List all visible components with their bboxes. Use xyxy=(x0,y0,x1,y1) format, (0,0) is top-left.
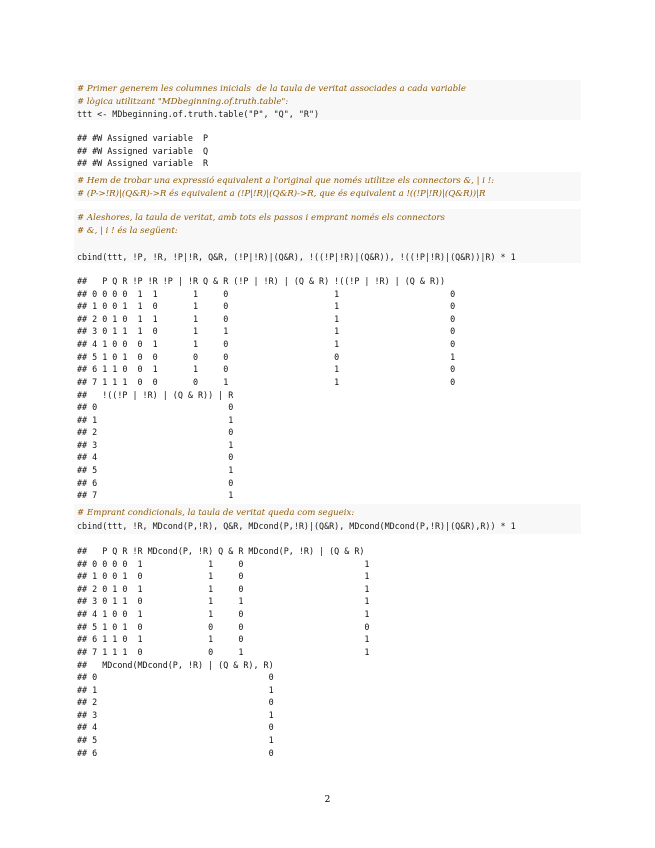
code-line: cbind(ttt, !R, MDcond(P,!R), Q&R, MDcond(P,!R)|(Q&R), MDcond(MDcond(P,!R)|(Q&R),R)) * 1 xyxy=(77,521,516,531)
output-line: ## #W Assigned variable P xyxy=(77,133,209,143)
output-line: ## 1 1 xyxy=(77,415,234,425)
code-comment-line: # Primer generem les columnes inicials de la taula de veritat associades a cada variable xyxy=(77,84,466,94)
output-line: ## P Q R !R MDcond(P, !R) Q & R MDcond(P, !R) | (Q & R) xyxy=(77,546,365,556)
code-comment-line: # lògica utilitzant "MDbeginning.of.truth.table": xyxy=(77,97,289,107)
output-line: ## #W Assigned variable R xyxy=(77,158,209,168)
output-line: ## 1 0 0 1 0 1 0 1 xyxy=(77,571,370,581)
code-line: cbind(ttt, !P, !R, !P|!R, Q&R, (!P|!R)|(Q&R), !((!P|!R)|(Q&R)), !((!P|!R)|(Q&R))|R) * 1 xyxy=(77,252,516,262)
code-comment-line: # Aleshores, la taula de veritat, amb tots els passos i emprant només els connectors xyxy=(77,213,445,223)
output-line: ## 1 0 0 1 1 0 1 0 1 0 xyxy=(77,301,456,311)
output-line: ## 0 0 xyxy=(77,672,274,682)
output-line: ## 6 0 xyxy=(77,478,234,488)
output-line: ## 4 0 xyxy=(77,452,234,462)
output-line: ## 6 1 1 0 0 1 1 0 1 0 xyxy=(77,364,456,374)
code-comment-line: # (P->!R)|(Q&R)->R és equivalent a (!P|!R)|(Q&R)->R, que és equivalent a !((!P|!R)|(Q&R))|R xyxy=(77,189,486,199)
code-comment-line: # Emprant condicionals, la taula de veritat queda com segueix: xyxy=(77,508,355,518)
output-line: ## #W Assigned variable Q xyxy=(77,146,209,156)
page-number: 2 xyxy=(324,795,331,805)
output-line: ## 0 0 0 0 1 1 1 0 1 0 xyxy=(77,289,456,299)
code-comment-line: # &, | i ! és la següent: xyxy=(77,226,178,236)
output-line: ## 5 1 0 1 0 0 0 0 0 1 xyxy=(77,352,456,362)
output-line: ## 5 1 xyxy=(77,465,234,475)
output-line: ## 4 1 0 0 1 1 0 1 xyxy=(77,609,370,619)
output-line: ## 3 1 xyxy=(77,710,274,720)
output-line: ## 3 0 1 1 0 1 1 1 xyxy=(77,596,370,606)
output-line: ## 7 1 1 1 0 0 1 1 xyxy=(77,647,370,657)
output-line: ## 4 0 xyxy=(77,722,274,732)
output-line: ## 3 0 1 1 1 0 1 1 1 0 xyxy=(77,326,456,336)
output-line: ## 7 1 xyxy=(77,490,234,500)
output-line: ## 2 0 1 0 1 1 1 0 1 0 xyxy=(77,314,456,324)
output-line: ## MDcond(MDcond(P, !R) | (Q & R), R) xyxy=(77,660,274,670)
output-line: ## 5 1 0 1 0 0 0 0 xyxy=(77,622,370,632)
code-line: ttt <- MDbeginning.of.truth.table("P", "Q", "R") xyxy=(77,109,320,119)
output-line: ## 0 0 xyxy=(77,402,234,412)
output-line: ## 4 1 0 0 0 1 1 0 1 0 xyxy=(77,339,456,349)
output-line: ## 2 0 xyxy=(77,427,234,437)
output-line: ## !((!P | !R) | (Q & R)) | R xyxy=(77,390,234,400)
output-line: ## 3 1 xyxy=(77,440,234,450)
output-line: ## 7 1 1 1 0 0 0 1 1 0 xyxy=(77,377,456,387)
output-line: ## 0 0 0 0 1 1 0 1 xyxy=(77,559,370,569)
output-line: ## 2 0 xyxy=(77,697,274,707)
output-line: ## 6 1 1 0 1 1 0 1 xyxy=(77,634,370,644)
output-line: ## 2 0 1 0 1 1 0 1 xyxy=(77,584,370,594)
code-comment-line: # Hem de trobar una expressió equivalent a l'original que només utilitze els connectors &, | i !: xyxy=(77,176,495,186)
output-line: ## 1 1 xyxy=(77,685,274,695)
output-line: ## P Q R !P !R !P | !R Q & R (!P | !R) | (Q & R) !((!P | !R) | (Q & R)) xyxy=(77,276,446,286)
output-line: ## 5 1 xyxy=(77,735,274,745)
output-line: ## 6 0 xyxy=(77,748,274,758)
